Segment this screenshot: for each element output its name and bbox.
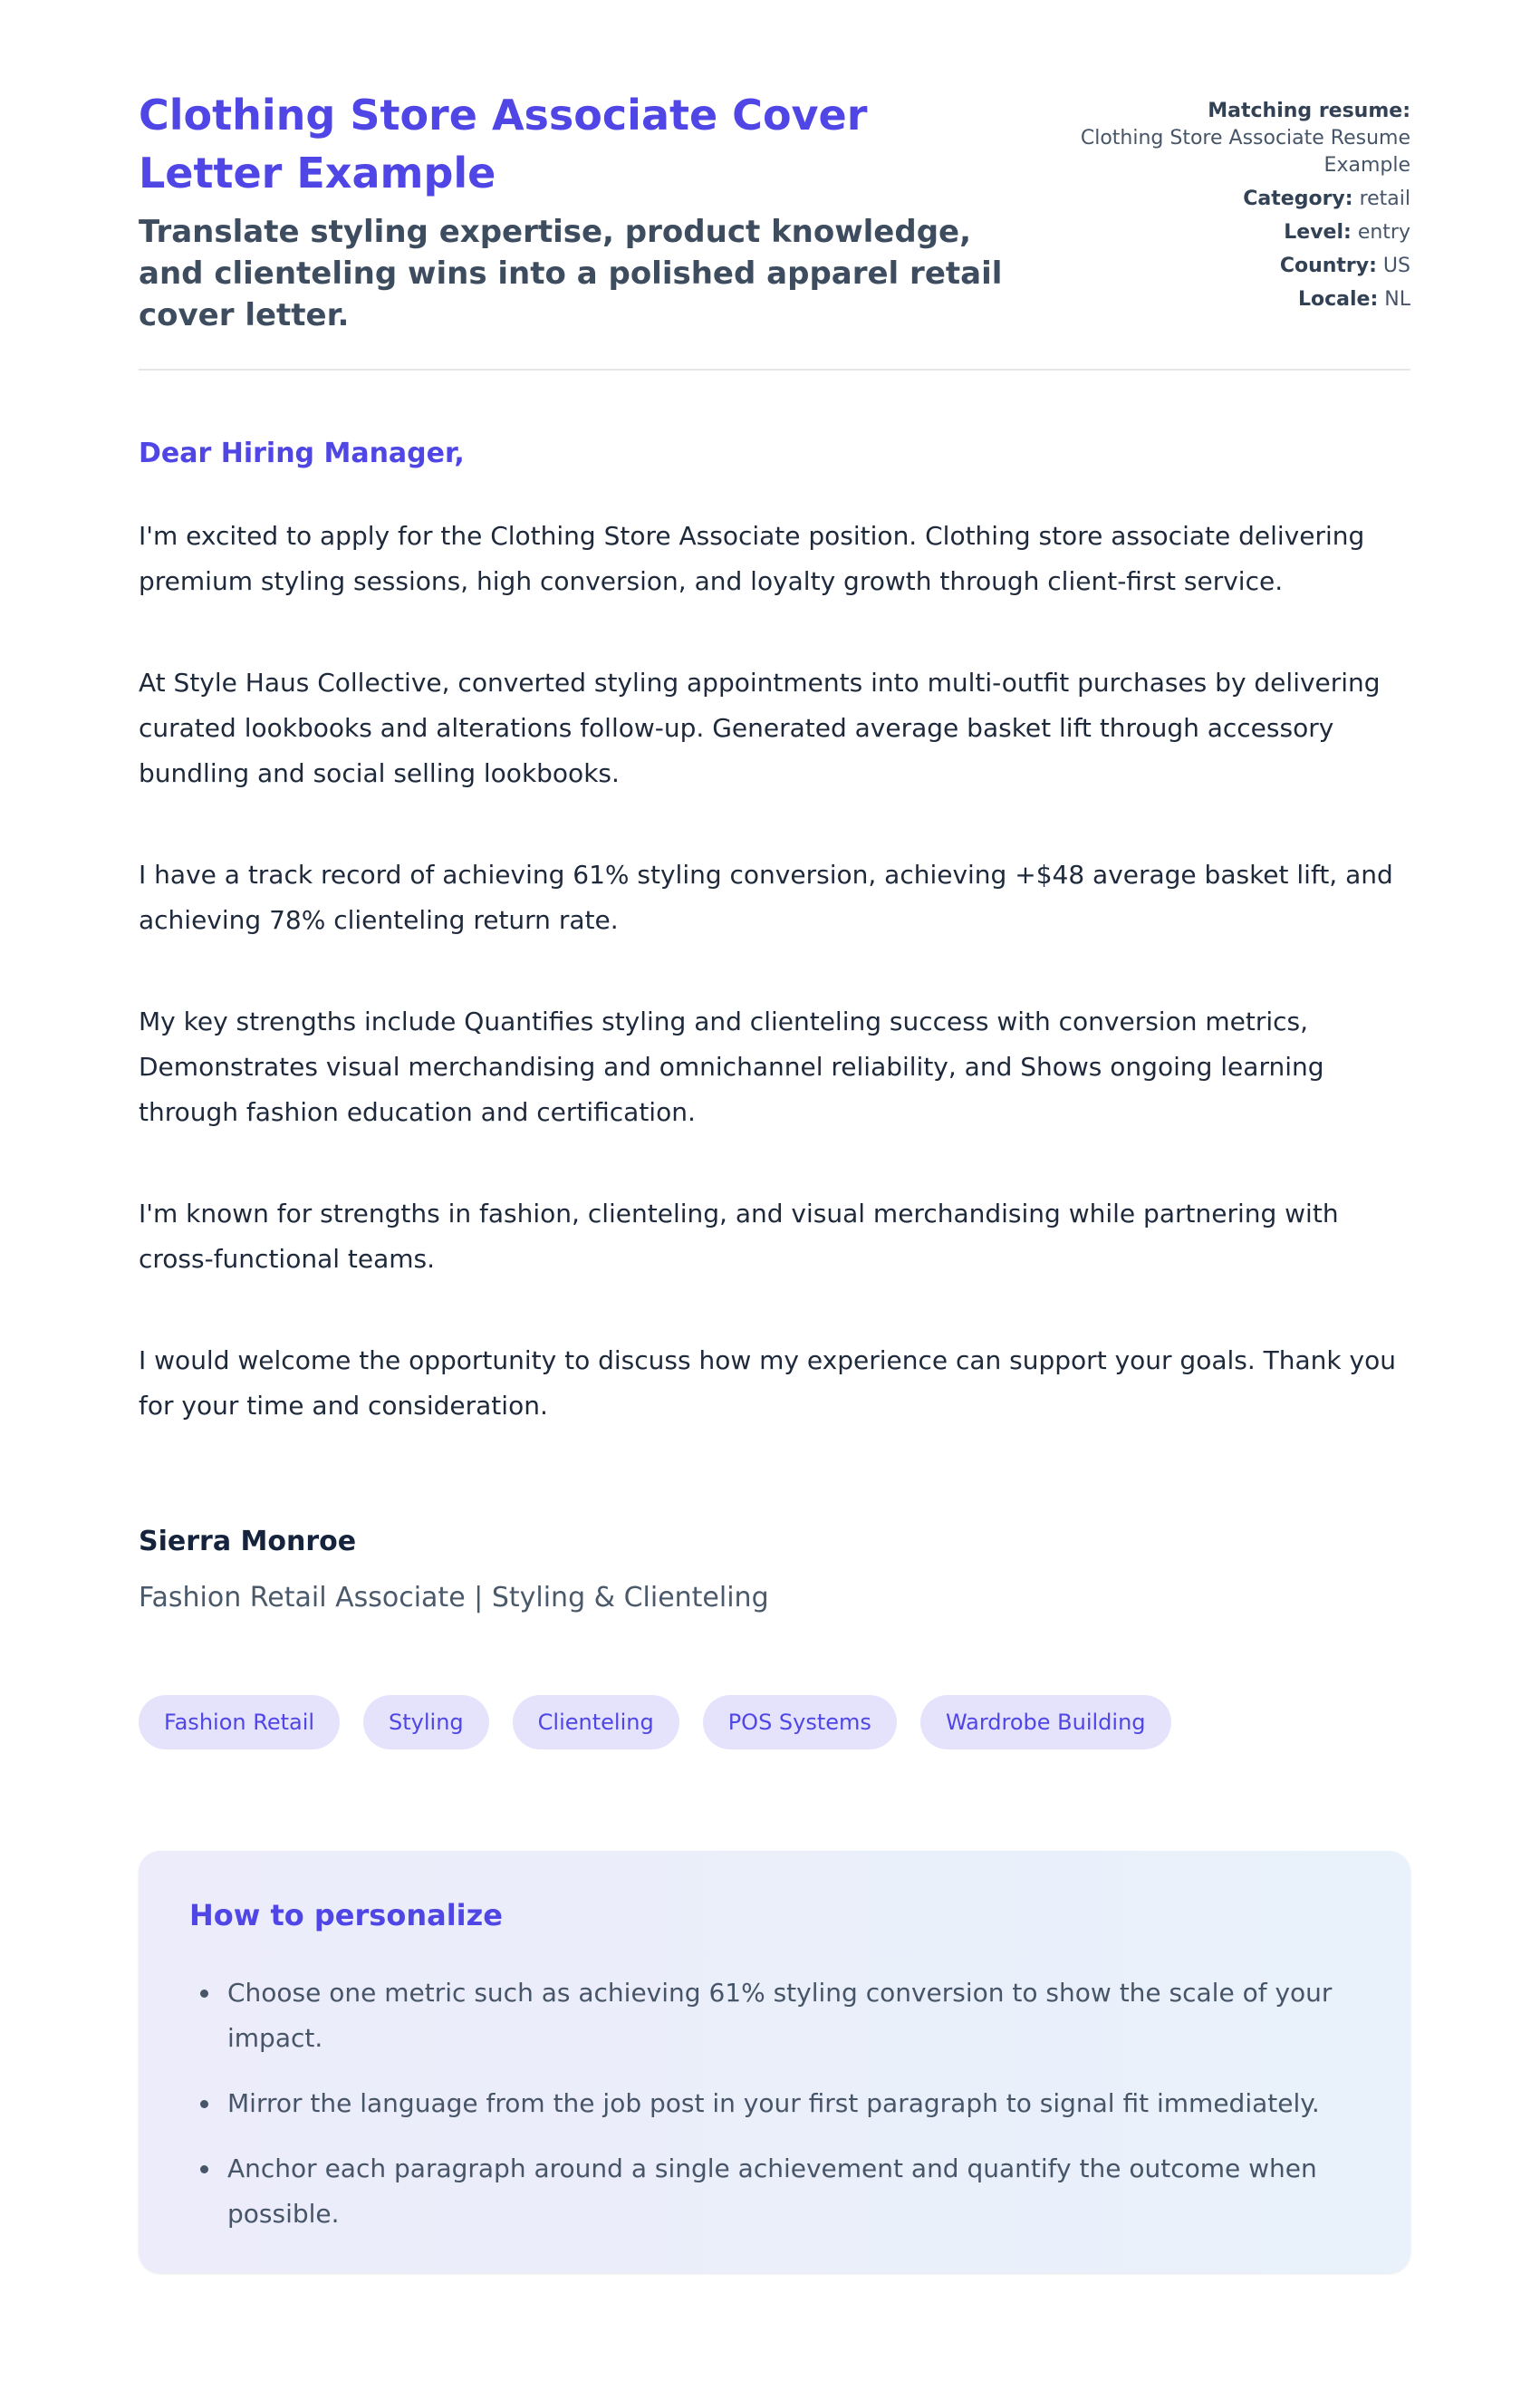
meta-label-level: Level:	[1284, 221, 1352, 244]
page-title-line-1: Clothing Store Associate Cover	[139, 91, 868, 140]
signature-role: Fashion Retail Associate | Styling & Clienteling	[139, 1582, 769, 1614]
skill-tag[interactable]: Wardrobe Building	[920, 1695, 1171, 1749]
page-title	[139, 86, 1008, 202]
meta-label-matching-resume: Matching resume:	[1208, 100, 1410, 122]
meta-row-matching-resume	[1075, 98, 1410, 179]
personalize-tip: Anchor each paragraph around a single achievement and quantify the outcome when possible.	[189, 2146, 1358, 2237]
cover-letter-body	[139, 436, 1410, 1617]
page-title-line-2: Letter Example	[139, 149, 496, 198]
matching-resume-link[interactable]: Clothing Store Associate Resume Example	[1080, 127, 1410, 177]
letter-paragraph: I would welcome the opportunity to discuss how my experience can support your goals. Thank you for your time and consideration.	[139, 1345, 1396, 1421]
how-to-personalize-box	[139, 1851, 1410, 2273]
meta-value-locale: NL	[1384, 288, 1410, 311]
how-to-personalize-title: How to personalize	[189, 1898, 503, 1932]
header	[139, 86, 1410, 371]
meta-value-country: US	[1382, 255, 1410, 277]
meta-row-locale	[1075, 286, 1410, 313]
meta-label-category: Category:	[1243, 188, 1353, 210]
meta-row-level	[1075, 219, 1410, 246]
header-meta	[1075, 86, 1410, 313]
meta-label-locale: Locale:	[1298, 288, 1379, 311]
skill-tag-row	[139, 1695, 1410, 1749]
signature-name: Sierra Monroe	[139, 1526, 357, 1557]
header-title-block	[139, 86, 1008, 336]
meta-value-level: entry	[1357, 221, 1410, 244]
skill-tag[interactable]: Clienteling	[513, 1695, 679, 1749]
letter-greeting: Dear Hiring Manager,	[139, 438, 465, 469]
skill-tag[interactable]: POS Systems	[703, 1695, 897, 1749]
letter-paragraph: I'm known for strengths in fashion, clienteling, and visual merchandising while partnering with cross-functional teams.	[139, 1199, 1339, 1274]
meta-label-country: Country:	[1279, 255, 1377, 277]
letter-paragraph: At Style Haus Collective, converted styling appointments into multi-outfit purchases by delivering curated lookbooks and alterations follow-up. Generated average basket lift through accessory bundling and social selling lookbooks.	[139, 668, 1381, 788]
letter-paragraph: I'm excited to apply for the Clothing Store Associate position. Clothing store associate delivering premium styling sessions, high conversion, and loyalty growth through client-first service.	[139, 521, 1365, 596]
letter-paragraph: I have a track record of achieving 61% styling conversion, achieving +$48 average basket lift, and achieving 78% clienteling return rate.	[139, 860, 1393, 935]
personalize-tip: Choose one metric such as achieving 61% styling conversion to show the scale of your impact.	[189, 1970, 1358, 2061]
how-to-personalize-list	[189, 1970, 1360, 2237]
signature-block	[139, 1523, 1410, 1617]
meta-row-category	[1075, 186, 1410, 213]
letter-paragraph: My key strengths include Quantifies styling and clienteling success with conversion metrics, Demonstrates visual merchandising and omnichannel reliability, and Shows ongoing learning through fashion education and certification.	[139, 1007, 1324, 1127]
meta-row-country	[1075, 253, 1410, 280]
page-subtitle: Translate styling expertise, product knowledge, and clienteling wins into a polished apparel retail cover letter.	[139, 214, 1003, 333]
skill-tag[interactable]: Styling	[363, 1695, 489, 1749]
personalize-tip: Mirror the language from the job post in your first paragraph to signal fit immediately.	[189, 2081, 1358, 2126]
meta-value-category: retail	[1359, 188, 1410, 210]
skill-tag[interactable]: Fashion Retail	[139, 1695, 340, 1749]
